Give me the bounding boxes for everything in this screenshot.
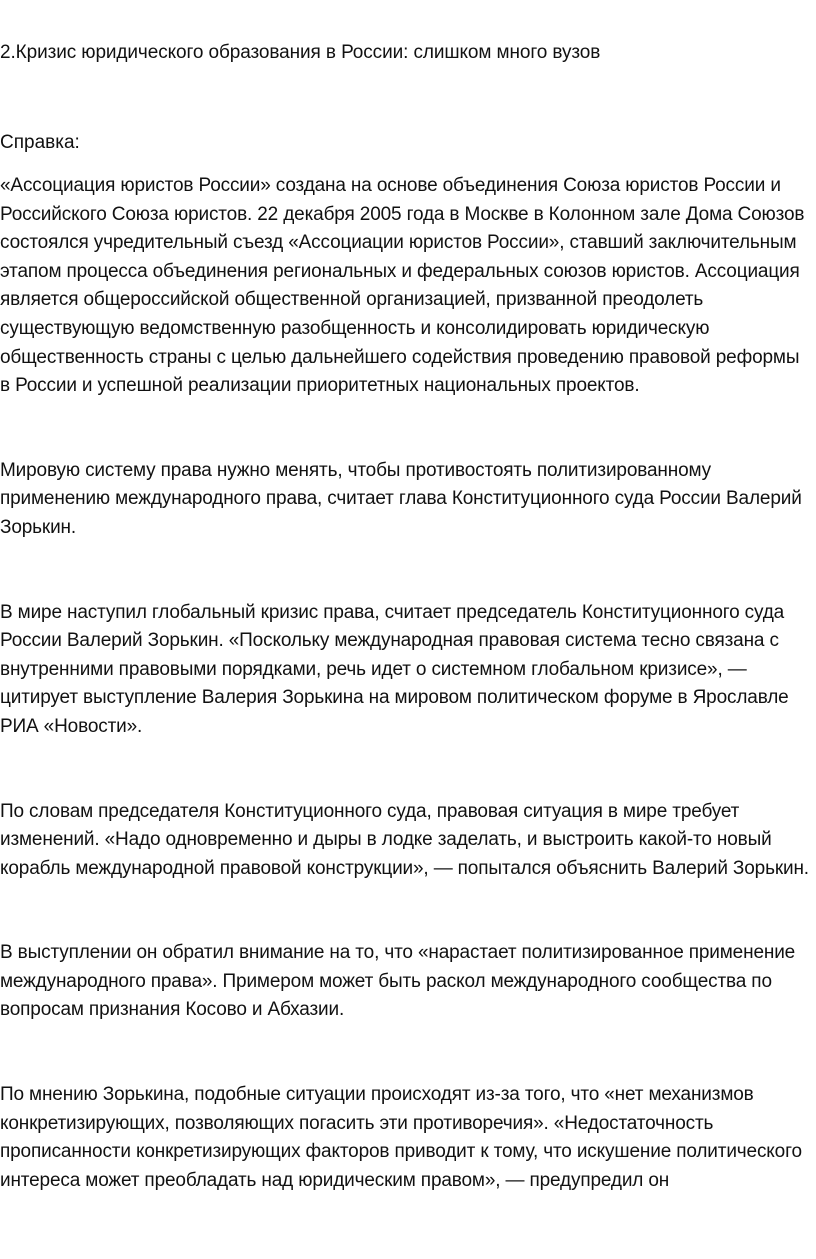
paragraph-opinion: По мнению Зорькина, подобные ситуации происходят из-за того, что «нет механизмов конкретизирующих, позволяющих погасить эти противоречия». «Недостаточность прописанности конкретизирующих факторов приводит к тому, что искушение политического интереса может преобладать над юридическим правом», — предупредил он bbox=[0, 1084, 802, 1191]
paragraph-association: «Ассоциация юристов России» создана на основе объединения Союза юристов России и Российского Союза юристов. 22 декабря 2005 года в Москве в Колонном зале Дома Союзов состоялся учредительный съезд «Ассоциации юристов России», ставший заключительным этапом процесса объединения региональных и федеральных союзов юристов. Ассоциация является общероссийской общественной организацией, призванной преодолеть существующую ведомственную разобщенность и консолидировать юридическую общественность страны с целью дальнейшего содействия проведению правовой реформы в России и успешной реализации приоритетных национальных проектов. bbox=[0, 175, 805, 397]
paragraph-speech: В выступлении он обратил внимание на то, что «нарастает политизированное применение международного права». Примером может быть раскол международного сообщества по вопросам признания Косово и Абхазии. bbox=[0, 942, 796, 1021]
paragraph-global-crisis: В мире наступил глобальный кризис права, считает председатель Конституционного суда России Валерий Зорькин. «Поскольку международная правовая система тесно связана с внутренними правовыми порядками, речь идет о системном глобальном кризисе», — цитирует выступление Валерия Зорькина на мировом политическом форуме в Ярославле РИА «Новости». bbox=[0, 601, 789, 737]
paragraph-world-system: Мировую систему права нужно менять, чтобы противостоять политизированному применению международного права, считает глава Конституционного суда России Валерий Зорькин. bbox=[0, 459, 802, 538]
paragraph-chairman-words: По словам председателя Конституционного суда, правовая ситуация в мире требует изменений. «Надо одновременно и дыры в лодке заделать, и выстроить какой-то новый корабль международной правовой конструкции», — попытался объяснить Валерий Зорькин. bbox=[0, 800, 809, 879]
reference-label: Справка: bbox=[0, 132, 80, 153]
document-body bbox=[0, 36, 812, 1195]
page-title: 2.Кризис юридического образования в России: слишком много вузов bbox=[0, 42, 601, 63]
